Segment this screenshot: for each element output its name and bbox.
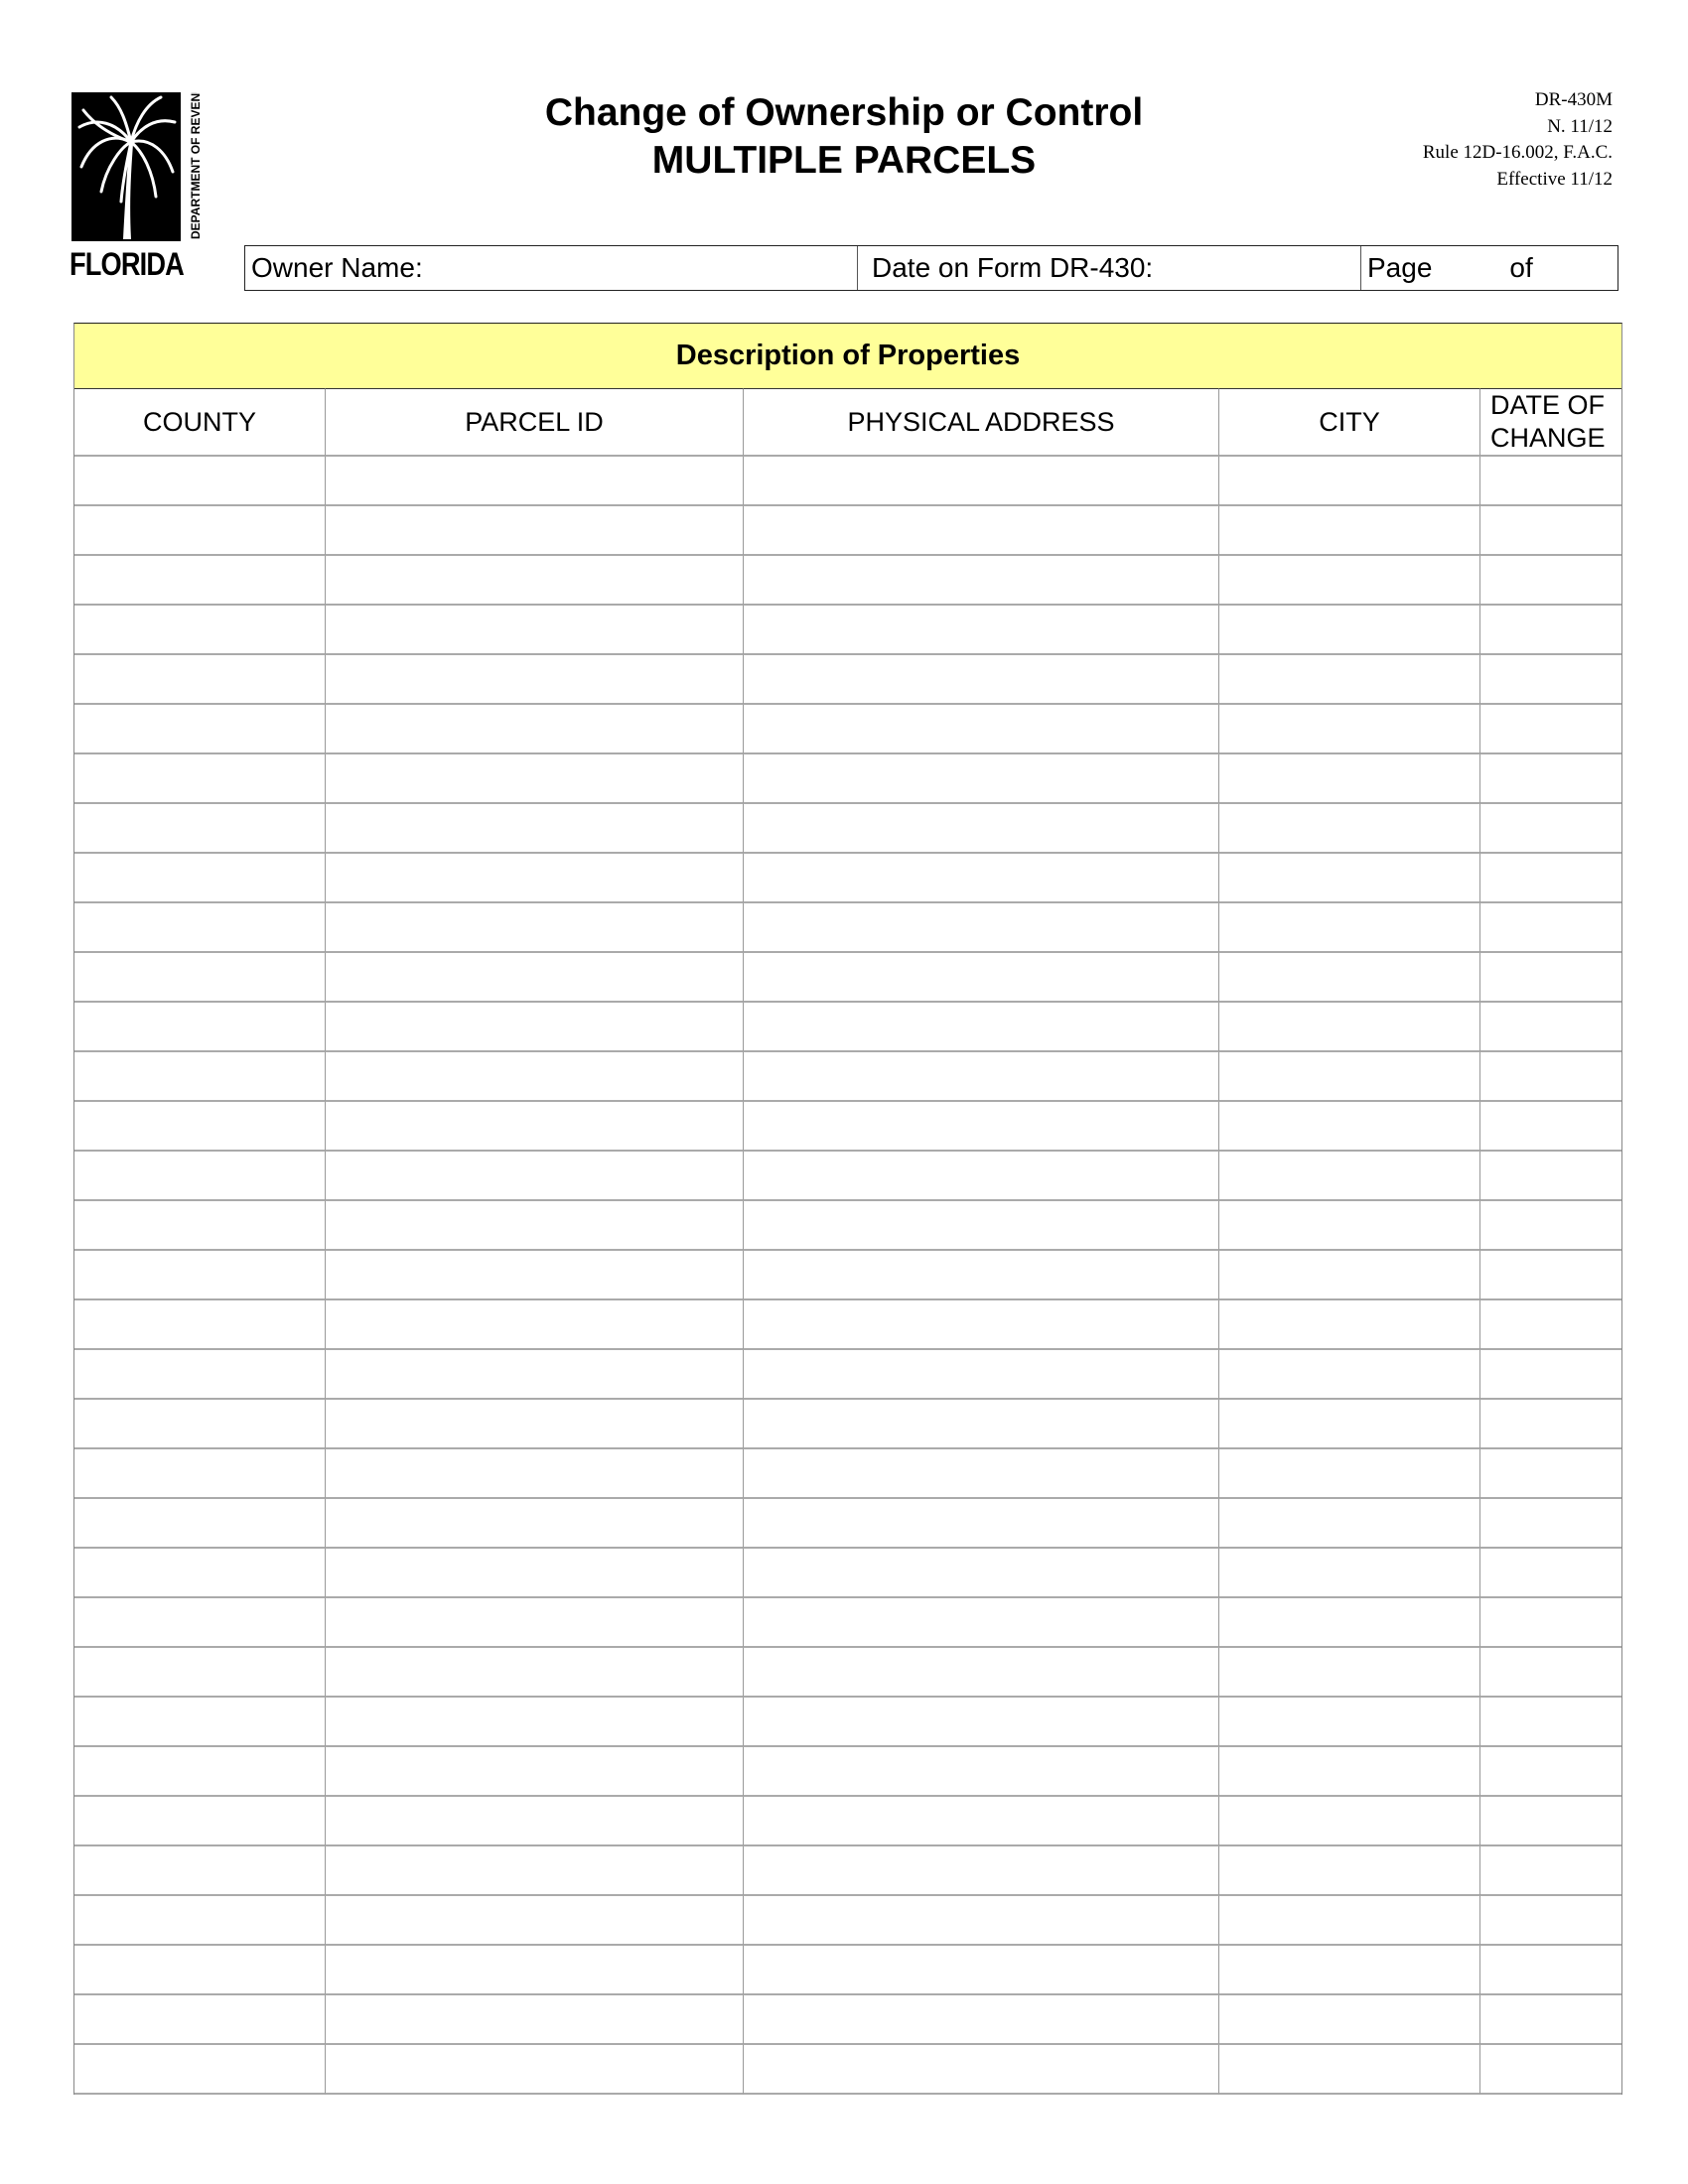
physical-address-cell[interactable] <box>744 1400 1219 1449</box>
form-rule: Rule 12D-16.002, F.A.C. <box>1422 142 1613 163</box>
date-of-change-cell[interactable] <box>1480 1300 1621 1350</box>
parcel-id-cell[interactable] <box>326 655 744 705</box>
parcel-id-cell[interactable] <box>326 1400 744 1449</box>
county-cell[interactable] <box>74 606 326 655</box>
date-of-change-cell[interactable] <box>1480 1747 1621 1797</box>
city-cell[interactable] <box>1219 1946 1480 1995</box>
table-row <box>73 705 1622 754</box>
date-of-change-cell[interactable] <box>1480 1549 1621 1598</box>
date-of-change-cell[interactable] <box>1480 1052 1621 1102</box>
city-cell[interactable] <box>1219 606 1480 655</box>
physical-address-cell[interactable] <box>744 953 1219 1003</box>
parcel-id-cell[interactable] <box>326 754 744 804</box>
parcel-id-cell[interactable] <box>326 1648 744 1698</box>
city-cell[interactable] <box>1219 506 1480 556</box>
of-label: of <box>1509 252 1533 283</box>
florida-wordmark: FLORIDA <box>70 246 184 282</box>
city-cell[interactable] <box>1219 1102 1480 1152</box>
physical-address-cell[interactable] <box>744 903 1219 953</box>
county-cell[interactable] <box>74 1946 326 1995</box>
date-of-change-cell[interactable] <box>1480 953 1621 1003</box>
physical-address-cell[interactable] <box>744 754 1219 804</box>
county-cell[interactable] <box>74 1251 326 1300</box>
date-of-change-cell[interactable] <box>1480 606 1621 655</box>
county-cell[interactable] <box>74 705 326 754</box>
county-cell[interactable] <box>74 1846 326 1896</box>
county-cell[interactable] <box>74 1449 326 1499</box>
physical-address-cell[interactable] <box>744 606 1219 655</box>
form-title <box>447 89 1241 185</box>
parcel-id-cell[interactable] <box>326 1449 744 1499</box>
date-of-change-cell[interactable] <box>1480 1698 1621 1747</box>
date-of-change-cell[interactable] <box>1480 1648 1621 1698</box>
table-header-row <box>73 388 1622 457</box>
parcel-id-cell[interactable] <box>326 1251 744 1300</box>
parcel-id-cell[interactable] <box>326 1846 744 1896</box>
city-cell[interactable] <box>1219 1598 1480 1648</box>
county-cell[interactable] <box>74 1052 326 1102</box>
physical-address-cell[interactable] <box>744 804 1219 854</box>
form-number: DR-430M <box>1534 89 1613 110</box>
parcel-id-cell[interactable] <box>326 1549 744 1598</box>
table-row <box>73 1598 1622 1648</box>
table-row <box>73 1052 1622 1102</box>
date-of-change-cell[interactable] <box>1480 1598 1621 1648</box>
physical-address-cell[interactable] <box>744 1350 1219 1400</box>
form-effective: Effective 11/12 <box>1496 168 1613 190</box>
date-of-change-cell[interactable] <box>1480 1003 1621 1052</box>
city-cell[interactable] <box>1219 1846 1480 1896</box>
city-cell[interactable] <box>1219 1449 1480 1499</box>
date-of-change-cell[interactable] <box>1480 754 1621 804</box>
table-row <box>73 1449 1622 1499</box>
physical-address-cell[interactable] <box>744 1995 1219 2045</box>
date-of-change-cell[interactable] <box>1480 1102 1621 1152</box>
city-cell[interactable] <box>1219 1201 1480 1251</box>
date-on-form-field[interactable] <box>858 246 1361 290</box>
parcel-id-cell[interactable] <box>326 705 744 754</box>
parcel-id-cell[interactable] <box>326 903 744 953</box>
date-of-change-cell[interactable] <box>1480 1499 1621 1549</box>
county-cell[interactable] <box>74 556 326 606</box>
table-row <box>73 1499 1622 1549</box>
parcel-id-cell[interactable] <box>326 1052 744 1102</box>
date-of-change-cell[interactable] <box>1480 1152 1621 1201</box>
parcel-id-cell[interactable] <box>326 1698 744 1747</box>
county-cell[interactable] <box>74 1698 326 1747</box>
county-cell[interactable] <box>74 1499 326 1549</box>
county-cell[interactable] <box>74 1598 326 1648</box>
county-cell[interactable] <box>74 1400 326 1449</box>
section-title: Description of Properties <box>73 323 1622 388</box>
column-header-county: COUNTY <box>74 388 326 457</box>
physical-address-cell[interactable] <box>744 1152 1219 1201</box>
physical-address-cell[interactable] <box>744 1896 1219 1946</box>
physical-address-cell[interactable] <box>744 1003 1219 1052</box>
page-number-field[interactable] <box>1361 246 1618 290</box>
physical-address-cell[interactable] <box>744 1549 1219 1598</box>
table-row <box>73 1251 1622 1300</box>
city-cell[interactable] <box>1219 655 1480 705</box>
city-cell[interactable] <box>1219 1896 1480 1946</box>
table-row <box>73 1102 1622 1152</box>
date-of-change-cell[interactable] <box>1480 1896 1621 1946</box>
date-of-change-cell[interactable] <box>1480 506 1621 556</box>
parcel-id-cell[interactable] <box>326 1747 744 1797</box>
county-cell[interactable] <box>74 854 326 903</box>
physical-address-cell[interactable] <box>744 1449 1219 1499</box>
city-cell[interactable] <box>1219 1747 1480 1797</box>
date-of-change-cell[interactable] <box>1480 1350 1621 1400</box>
county-cell[interactable] <box>74 903 326 953</box>
date-of-change-cell[interactable] <box>1480 1946 1621 1995</box>
table-row <box>73 754 1622 804</box>
parcel-id-cell[interactable] <box>326 1201 744 1251</box>
city-cell[interactable] <box>1219 1797 1480 1846</box>
county-cell[interactable] <box>74 1747 326 1797</box>
city-cell[interactable] <box>1219 804 1480 854</box>
date-of-change-cell[interactable] <box>1480 903 1621 953</box>
city-cell[interactable] <box>1219 1251 1480 1300</box>
county-cell[interactable] <box>74 655 326 705</box>
county-cell[interactable] <box>74 953 326 1003</box>
table-row <box>73 556 1622 606</box>
parcel-id-cell[interactable] <box>326 1300 744 1350</box>
date-of-change-cell[interactable] <box>1480 457 1621 506</box>
parcel-id-cell[interactable] <box>326 506 744 556</box>
date-on-form-label: Date on Form DR-430: <box>872 252 1154 283</box>
palm-tree-icon <box>71 92 181 241</box>
svg-text:DEPARTMENT OF REVENUE: DEPARTMENT OF REVENUE <box>189 92 203 239</box>
physical-address-cell[interactable] <box>744 1846 1219 1896</box>
date-of-change-cell[interactable] <box>1480 1995 1621 2045</box>
table-row <box>73 655 1622 705</box>
parcel-id-cell[interactable] <box>326 1946 744 1995</box>
parcel-id-cell[interactable] <box>326 854 744 903</box>
county-cell[interactable] <box>74 457 326 506</box>
table-row <box>73 854 1622 903</box>
date-of-change-cell[interactable] <box>1480 655 1621 705</box>
table-row <box>73 1152 1622 1201</box>
table-row <box>73 1300 1622 1350</box>
city-cell[interactable] <box>1219 556 1480 606</box>
column-header-physical-address: PHYSICAL ADDRESS <box>744 388 1219 457</box>
owner-name-label: Owner Name: <box>251 252 423 283</box>
county-cell[interactable] <box>74 1896 326 1946</box>
florida-dor-logo <box>71 92 181 241</box>
county-cell[interactable] <box>74 1797 326 1846</box>
title-line-1: Change of Ownership or Control <box>544 91 1144 134</box>
column-header-date-of-change: DATE OF CHANGE <box>1480 388 1621 457</box>
county-cell[interactable] <box>74 1152 326 1201</box>
county-cell[interactable] <box>74 1648 326 1698</box>
table-row <box>73 804 1622 854</box>
physical-address-cell[interactable] <box>744 1499 1219 1549</box>
parcel-id-cell[interactable] <box>326 1598 744 1648</box>
county-cell[interactable] <box>74 1300 326 1350</box>
form-reference <box>1423 87 1613 193</box>
date-of-change-cell[interactable] <box>1480 854 1621 903</box>
county-cell[interactable] <box>74 754 326 804</box>
physical-address-cell[interactable] <box>744 1102 1219 1152</box>
page-label: Page <box>1367 252 1433 283</box>
parcel-id-cell[interactable] <box>326 1995 744 2045</box>
physical-address-cell[interactable] <box>744 2045 1219 2095</box>
parcel-id-cell[interactable] <box>326 2045 744 2095</box>
table-row <box>73 606 1622 655</box>
owner-name-field[interactable] <box>245 246 858 290</box>
physical-address-cell[interactable] <box>744 1201 1219 1251</box>
city-cell[interactable] <box>1219 1400 1480 1449</box>
county-cell[interactable] <box>74 506 326 556</box>
physical-address-cell[interactable] <box>744 1598 1219 1648</box>
physical-address-cell[interactable] <box>744 1052 1219 1102</box>
physical-address-cell[interactable] <box>744 1747 1219 1797</box>
county-cell[interactable] <box>74 1102 326 1152</box>
county-cell[interactable] <box>74 1549 326 1598</box>
city-cell[interactable] <box>1219 854 1480 903</box>
physical-address-cell[interactable] <box>744 854 1219 903</box>
city-cell[interactable] <box>1219 1350 1480 1400</box>
parcel-id-cell[interactable] <box>326 1350 744 1400</box>
city-cell[interactable] <box>1219 2045 1480 2095</box>
physical-address-cell[interactable] <box>744 556 1219 606</box>
physical-address-cell[interactable] <box>744 705 1219 754</box>
table-row <box>73 1350 1622 1400</box>
table-row <box>73 2045 1622 2095</box>
parcel-id-cell[interactable] <box>326 1152 744 1201</box>
table-row <box>73 903 1622 953</box>
city-cell[interactable] <box>1219 1052 1480 1102</box>
title-line-2: MULTIPLE PARCELS <box>651 139 1037 182</box>
physical-address-cell[interactable] <box>744 1251 1219 1300</box>
table-row <box>73 953 1622 1003</box>
form-revision: N. 11/12 <box>1547 115 1613 137</box>
parcel-id-cell[interactable] <box>326 1003 744 1052</box>
date-of-change-cell[interactable] <box>1480 2045 1621 2095</box>
physical-address-cell[interactable] <box>744 655 1219 705</box>
info-bar <box>244 245 1618 291</box>
city-cell[interactable] <box>1219 754 1480 804</box>
city-cell[interactable] <box>1219 457 1480 506</box>
department-of-revenue-text <box>183 92 205 241</box>
table-row <box>73 1797 1622 1846</box>
city-cell[interactable] <box>1219 705 1480 754</box>
date-of-change-cell[interactable] <box>1480 804 1621 854</box>
table-row <box>73 1896 1622 1946</box>
table-row <box>73 1400 1622 1449</box>
date-of-change-cell[interactable] <box>1480 1449 1621 1499</box>
city-cell[interactable] <box>1219 1152 1480 1201</box>
table-row <box>73 1946 1622 1995</box>
parcel-id-cell[interactable] <box>326 457 744 506</box>
parcel-id-cell[interactable] <box>326 953 744 1003</box>
date-of-change-cell[interactable] <box>1480 1797 1621 1846</box>
table-row <box>73 457 1622 506</box>
city-cell[interactable] <box>1219 1995 1480 2045</box>
physical-address-cell[interactable] <box>744 1300 1219 1350</box>
physical-address-cell[interactable] <box>744 457 1219 506</box>
column-header-parcel-id: PARCEL ID <box>326 388 744 457</box>
city-cell[interactable] <box>1219 953 1480 1003</box>
city-cell[interactable] <box>1219 903 1480 953</box>
county-cell[interactable] <box>74 1201 326 1251</box>
city-cell[interactable] <box>1219 1549 1480 1598</box>
city-cell[interactable] <box>1219 1698 1480 1747</box>
parcel-id-cell[interactable] <box>326 556 744 606</box>
table-row <box>73 1201 1622 1251</box>
table-row <box>73 1648 1622 1698</box>
date-of-change-cell[interactable] <box>1480 1846 1621 1896</box>
parcel-id-cell[interactable] <box>326 1102 744 1152</box>
table-row <box>73 506 1622 556</box>
parcel-id-cell[interactable] <box>326 804 744 854</box>
physical-address-cell[interactable] <box>744 1797 1219 1846</box>
county-cell[interactable] <box>74 804 326 854</box>
date-of-change-cell[interactable] <box>1480 556 1621 606</box>
city-cell[interactable] <box>1219 1648 1480 1698</box>
city-cell[interactable] <box>1219 1300 1480 1350</box>
date-of-change-cell[interactable] <box>1480 1251 1621 1300</box>
parcel-id-cell[interactable] <box>326 1797 744 1846</box>
physical-address-cell[interactable] <box>744 1946 1219 1995</box>
city-cell[interactable] <box>1219 1003 1480 1052</box>
table-row <box>73 1549 1622 1598</box>
parcel-id-cell[interactable] <box>326 1896 744 1946</box>
table-row <box>73 1747 1622 1797</box>
column-header-city: CITY <box>1219 388 1480 457</box>
physical-address-cell[interactable] <box>744 506 1219 556</box>
city-cell[interactable] <box>1219 1499 1480 1549</box>
county-cell[interactable] <box>74 2045 326 2095</box>
county-cell[interactable] <box>74 1350 326 1400</box>
physical-address-cell[interactable] <box>744 1698 1219 1747</box>
date-of-change-cell[interactable] <box>1480 1400 1621 1449</box>
table-row <box>73 1995 1622 2045</box>
physical-address-cell[interactable] <box>744 1648 1219 1698</box>
parcel-id-cell[interactable] <box>326 606 744 655</box>
table-row <box>73 1003 1622 1052</box>
table-row <box>73 1698 1622 1747</box>
table-row <box>73 1846 1622 1896</box>
county-cell[interactable] <box>74 1003 326 1052</box>
properties-table <box>73 323 1622 2095</box>
county-cell[interactable] <box>74 1995 326 2045</box>
date-of-change-cell[interactable] <box>1480 705 1621 754</box>
date-of-change-cell[interactable] <box>1480 1201 1621 1251</box>
parcel-id-cell[interactable] <box>326 1499 744 1549</box>
